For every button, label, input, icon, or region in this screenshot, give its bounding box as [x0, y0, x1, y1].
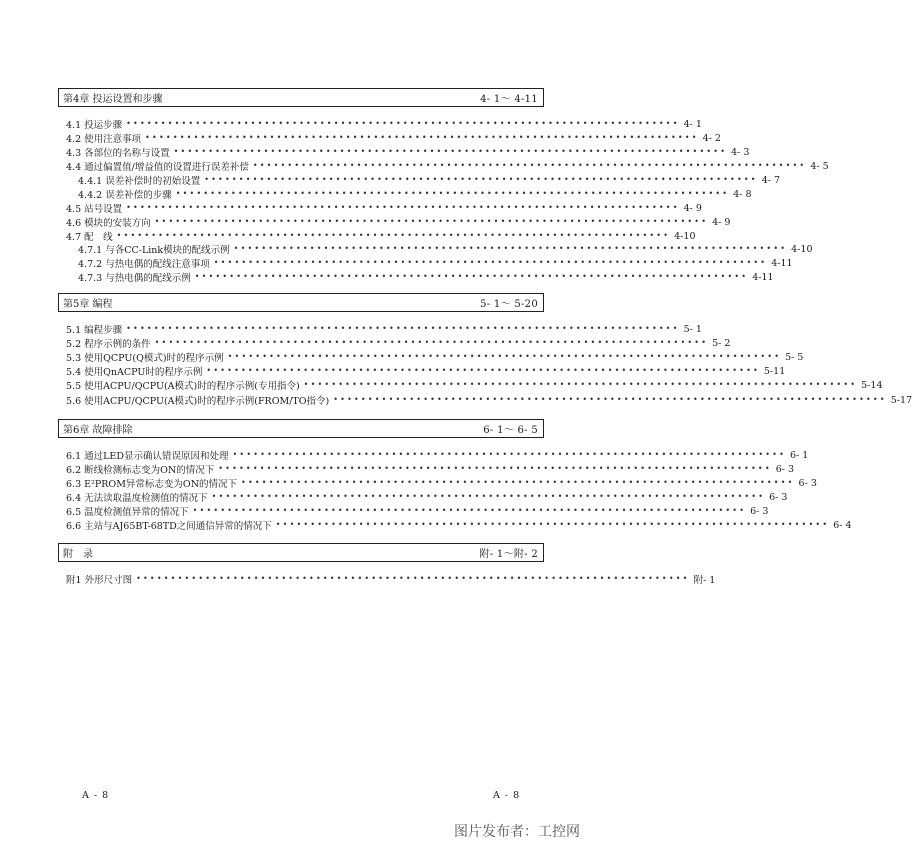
toc-entry-4-7-2[interactable] — [78, 256, 793, 270]
toc-entry-label: 5.2 程序示例的条件 — [66, 339, 151, 350]
toc-entry-4-7-1[interactable] — [78, 242, 813, 256]
toc-entry-4-1[interactable] — [66, 117, 702, 131]
toc-entry-page: 4- 9 — [712, 216, 731, 228]
toc-entry-page: 4- 7 — [761, 174, 781, 186]
toc-entry-page: 6- 3 — [750, 505, 769, 517]
toc-entry-label: 6.5 温度检测值异常的情况下 — [66, 507, 189, 518]
toc-entry-page: 5-14 — [861, 379, 883, 391]
toc-entry-label: 4.7 配 线 — [66, 232, 113, 243]
appendix-header — [58, 543, 544, 562]
dot-leader: •••••••••••••••••••••••••••••••••••••••••••••••••••••••••••••••••••••••••••••••• — [204, 175, 758, 184]
toc-entry-label: 6.6 主站与AJ65BT-68TD之间通信异常的情况下 — [66, 521, 272, 532]
toc-entry-page: 4-10 — [674, 230, 696, 242]
toc-entry-label: 4.5 站号设置 — [66, 204, 123, 215]
toc-entry-appendix-1[interactable] — [66, 572, 716, 586]
toc-entry-page: 5- 2 — [712, 337, 731, 349]
toc-entry-4-5[interactable] — [66, 201, 702, 215]
toc-entry-page: 4- 3 — [731, 146, 750, 158]
toc-entry-6-5[interactable] — [66, 504, 769, 518]
toc-entry-page: 6- 3 — [775, 463, 795, 475]
toc-entry-label: 6.2 断线检测标志变为ON的情况下 — [66, 465, 215, 476]
toc-entry-label: 附1 外形尺寸图 — [66, 575, 133, 586]
toc-entry-page: 4- 1 — [683, 118, 702, 130]
dot-leader: •••••••••••••••••••••••••••••••••••••••••••••••••••••••••••••••••••••••••••••••• — [211, 492, 766, 501]
toc-entry-label: 5.5 使用ACPU/QCPU(A模式)时的程序示例(专用指令) — [66, 381, 300, 392]
toc-entry-6-1[interactable] — [66, 448, 809, 462]
toc-entry-4-3[interactable] — [66, 145, 750, 159]
toc-entry-page: 6- 1 — [790, 449, 809, 461]
dot-leader: •••••••••••••••••••••••••••••••••••••••••••••••••••••••••••••••••••••••••••••••• — [333, 395, 887, 404]
toc-entry-4-4-2[interactable] — [78, 187, 752, 201]
dot-leader: •••••••••••••••••••••••••••••••••••••••••••••••••••••••••••••••••••••••••••••••• — [192, 506, 747, 515]
toc-entry-5-6[interactable] — [66, 393, 912, 407]
toc-entry-label: 4.7.2 与热电偶的配线注意事项 — [78, 259, 210, 270]
toc-entry-label: 6.4 无法读取温度检测值的情况下 — [66, 493, 208, 504]
dot-leader: •••••••••••••••••••••••••••••••••••••••••••••••••••••••••••••••••••••••••••••••• — [126, 324, 680, 333]
toc-entry-4-2[interactable] — [66, 131, 721, 145]
toc-entry-page: 5-17 — [890, 394, 912, 406]
toc-entry-page: 4- 2 — [702, 132, 721, 144]
toc-entry-page: 4- 5 — [810, 160, 829, 172]
dot-leader: •••••••••••••••••••••••••••••••••••••••••••••••••••••••••••••••••••••••••••••••• — [227, 352, 782, 361]
footer-page-right: A - 8 — [493, 790, 521, 801]
toc-entry-4-4-1[interactable] — [78, 173, 781, 187]
dot-leader: •••••••••••••••••••••••••••••••••••••••••••••••••••••••••••••••••••••••••••••••• — [194, 272, 749, 281]
toc-entry-page: 4-11 — [771, 257, 793, 269]
dot-leader: •••••••••••••••••••••••••••••••••••••••••••••••••••••••••••••••••••••••••••••••• — [136, 574, 690, 583]
chapter-title: 第6章 故障排除 — [63, 425, 133, 436]
toc-entry-label: 5.6 使用ACPU/QCPU(A模式)时的程序示例(FROM/TO指令) — [66, 396, 330, 407]
dot-leader: •••••••••••••••••••••••••••••••••••••••••••••••••••••••••••••••••••••••••••••••• — [126, 203, 680, 212]
toc-entry-page: 5- 5 — [785, 351, 804, 363]
dot-leader: •••••••••••••••••••••••••••••••••••••••••••••••••••••••••••••••••••••••••••••••• — [154, 338, 709, 347]
chapter-page-range: 附- 1～附- 2 — [479, 549, 538, 560]
toc-entry-label: 5.4 使用QnACPU时的程序示例 — [66, 367, 203, 378]
toc-entry-page: 6- 3 — [798, 477, 817, 489]
chapter-5-header — [58, 293, 544, 312]
watermark-text: 图片发布者：工控网 — [454, 824, 580, 840]
dot-leader: •••••••••••••••••••••••••••••••••••••••••••••••••••••••••••••••••••••••••••••••• — [145, 133, 699, 142]
toc-entry-page: 6- 4 — [833, 519, 852, 531]
toc-entry-label: 4.7.1 与各CC-Link模块的配线示例 — [78, 245, 230, 256]
toc-entry-page: 5- 1 — [683, 323, 702, 335]
dot-leader: •••••••••••••••••••••••••••••••••••••••••••••••••••••••••••••••••••••••••••••••• — [175, 189, 730, 198]
chapter-4-header — [58, 88, 544, 107]
toc-entry-4-7-3[interactable] — [78, 270, 774, 284]
toc-entry-label: 5.3 使用QCPU(Q模式)时的程序示例 — [66, 353, 224, 364]
dot-leader: •••••••••••••••••••••••••••••••••••••••••••••••••••••••••••••••••••••••••••••••• — [116, 231, 671, 240]
toc-entry-4-6[interactable] — [66, 215, 731, 229]
dot-leader: •••••••••••••••••••••••••••••••••••••••••••••••••••••••••••••••••••••••••••••••• — [206, 366, 760, 375]
toc-entry-label: 6.3 E²PROM异常标志变为ON的情况下 — [66, 479, 238, 490]
chapter-title: 附 录 — [63, 549, 93, 560]
toc-entry-page: 4-10 — [791, 243, 813, 255]
toc-entry-6-2[interactable] — [66, 462, 795, 476]
toc-entry-6-4[interactable] — [66, 490, 788, 504]
toc-entry-page: 4-11 — [752, 271, 774, 283]
dot-leader: •••••••••••••••••••••••••••••••••••••••••••••••••••••••••••••••••••••••••••••••• — [126, 119, 680, 128]
toc-entry-5-4[interactable] — [66, 364, 786, 378]
toc-entry-page: 6- 3 — [769, 491, 788, 503]
toc-entry-label: 4.2 使用注意事项 — [66, 134, 142, 145]
toc-entry-label: 5.1 编程步骤 — [66, 325, 123, 336]
chapter-6-header — [58, 419, 544, 438]
chapter-title: 第5章 编程 — [63, 299, 113, 310]
dot-leader: •••••••••••••••••••••••••••••••••••••••••••••••••••••••••••••••••••••••••••••••• — [154, 217, 709, 226]
dot-leader: •••••••••••••••••••••••••••••••••••••••••••••••••••••••••••••••••••••••••••••••• — [218, 464, 772, 473]
toc-entry-page: 附- 1 — [693, 575, 716, 586]
toc-entry-5-2[interactable] — [66, 336, 731, 350]
toc-entry-5-3[interactable] — [66, 350, 804, 364]
toc-entry-5-5[interactable] — [66, 378, 883, 392]
dot-leader: •••••••••••••••••••••••••••••••••••••••••••••••••••••••••••••••••••••••••••••••• — [213, 258, 768, 267]
toc-entry-label: 4.4.1 误差补偿时的初始设置 — [78, 176, 201, 187]
toc-entry-page: 4- 8 — [733, 188, 752, 200]
toc-entry-label: 4.6 模块的安装方向 — [66, 218, 151, 229]
chapter-page-range: 5- 1～ 5-20 — [480, 299, 538, 310]
toc-entry-label: 4.4 通过偏置值/增益值的设置进行误差补偿 — [66, 162, 249, 173]
toc-entry-label: 4.4.2 误差补偿的步骤 — [78, 190, 172, 201]
dot-leader: •••••••••••••••••••••••••••••••••••••••••••••••••••••••••••••••••••••••••••••••• — [173, 147, 728, 156]
chapter-page-range: 4- 1～ 4-11 — [480, 94, 538, 105]
toc-entry-6-3[interactable] — [66, 476, 817, 490]
toc-entry-page: 4- 9 — [683, 202, 702, 214]
dot-leader: •••••••••••••••••••••••••••••••••••••••••••••••••••••••••••••••••••••••••••••••• — [233, 244, 788, 253]
dot-leader: •••••••••••••••••••••••••••••••••••••••••••••••••••••••••••••••••••••••••••••••• — [232, 450, 786, 459]
toc-entry-label: 4.7.3 与热电偶的配线示例 — [78, 273, 191, 284]
toc-entry-page: 5-11 — [763, 365, 786, 377]
toc-entry-4-7[interactable] — [66, 229, 696, 243]
chapter-title: 第4章 投运设置和步骤 — [63, 94, 163, 105]
dot-leader: •••••••••••••••••••••••••••••••••••••••••••••••••••••••••••••••••••••••••••••••• — [303, 380, 858, 389]
toc-entry-6-6[interactable] — [66, 518, 852, 532]
chapter-page-range: 6- 1～ 6- 5 — [483, 425, 538, 436]
toc-entry-4-4[interactable] — [66, 159, 829, 173]
toc-entry-5-1[interactable] — [66, 322, 702, 336]
toc-entry-label: 6.1 通过LED显示确认错误原因和处理 — [66, 451, 229, 462]
dot-leader: •••••••••••••••••••••••••••••••••••••••••••••••••••••••••••••••••••••••••••••••• — [252, 161, 807, 170]
dot-leader: •••••••••••••••••••••••••••••••••••••••••••••••••••••••••••••••••••••••••••••••• — [241, 478, 795, 487]
dot-leader: •••••••••••••••••••••••••••••••••••••••••••••••••••••••••••••••••••••••••••••••• — [275, 520, 830, 529]
toc-entry-label: 4.1 投运步骤 — [66, 120, 123, 131]
toc-entry-label: 4.3 各部位的名称与设置 — [66, 148, 170, 159]
footer-page-left: A - 8 — [82, 790, 110, 801]
